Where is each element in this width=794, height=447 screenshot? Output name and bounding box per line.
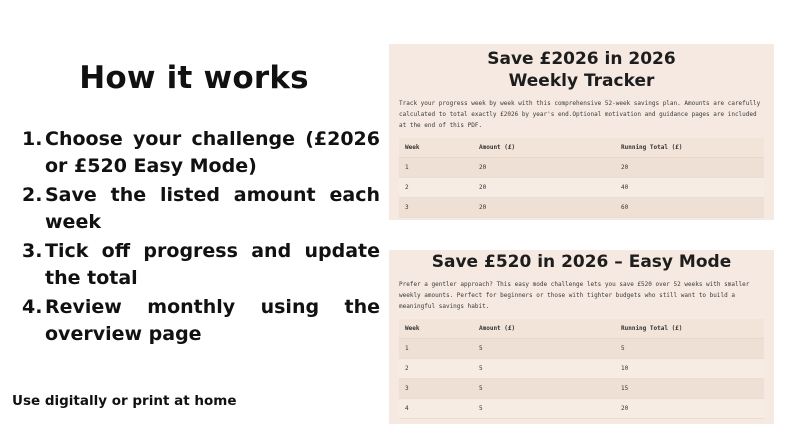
cell-amount: 20: [473, 158, 615, 178]
cell-week: 2: [399, 178, 473, 198]
table-row: [399, 339, 764, 359]
cell-amount: 20: [473, 198, 615, 218]
tracker-title-line2: Weekly Tracker: [508, 71, 655, 91]
easy-mode-description: Prefer a gentler approach? This easy mode challenge lets you save £520 over 52 weeks with smaller weekly amounts. Perfect for beginners or those with tighter budgets who still want to build a meaningful savings habit.: [399, 281, 750, 310]
column-header-week: Week: [399, 138, 473, 158]
how-it-works-panel: [0, 0, 388, 447]
tracker-title-line1: Save £2026 in 2026: [487, 49, 676, 69]
tracker-description: Track your progress week by week with this comprehensive 52-week savings plan. Amounts are carefully calculated to total exactly £2026 by year's end.Optional motivation and guidance pages are included at the end of this PDF.: [399, 100, 761, 129]
cell-week: 1: [399, 158, 473, 178]
column-header-running-total: Running Total (£): [615, 319, 764, 339]
step-number: 1.: [22, 128, 43, 150]
cell-running-total: 5: [615, 339, 764, 359]
cell-amount: 20: [473, 178, 615, 198]
cell-running-total: 15: [615, 379, 764, 399]
usage-note: Use digitally or print at home: [12, 393, 237, 409]
easy-mode-table: [399, 319, 764, 419]
step-item: [22, 182, 380, 236]
cell-running-total: 60: [615, 198, 764, 218]
step-number: 4.: [22, 296, 43, 318]
column-header-amount: Amount (£): [473, 138, 615, 158]
step-item: [22, 294, 380, 348]
cell-week: 3: [399, 198, 473, 218]
steps-list: [22, 126, 380, 350]
how-it-works-title: How it works: [79, 60, 309, 96]
table-row: [399, 158, 764, 178]
cell-week: 4: [399, 399, 473, 419]
table-row: [399, 178, 764, 198]
table-header-row: [399, 319, 764, 339]
cell-week: 3: [399, 379, 473, 399]
weekly-tracker-card: [389, 44, 774, 220]
column-header-week: Week: [399, 319, 473, 339]
cell-amount: 5: [473, 359, 615, 379]
tracker-title: [399, 44, 764, 92]
cell-running-total: 40: [615, 178, 764, 198]
cell-amount: 5: [473, 339, 615, 359]
table-row: [399, 198, 764, 218]
step-item: [22, 238, 380, 292]
step-text: Save the listed amount each week: [45, 184, 380, 233]
easy-mode-title: Save £520 in 2026 – Easy Mode: [431, 252, 732, 272]
cell-running-total: 10: [615, 359, 764, 379]
cell-amount: 5: [473, 399, 615, 419]
cell-week: 1: [399, 339, 473, 359]
step-text: Choose your challenge (£2026 or £520 Easy Mode): [45, 128, 380, 177]
easy-mode-card: [389, 250, 774, 424]
column-header-running-total: Running Total (£): [615, 138, 764, 158]
cell-running-total: 20: [615, 158, 764, 178]
table-row: [399, 359, 764, 379]
cell-week: 2: [399, 359, 473, 379]
table-row: [399, 379, 764, 399]
step-number: 2.: [22, 184, 43, 206]
step-text: Review monthly using the overview page: [45, 296, 380, 345]
cell-running-total: 20: [615, 399, 764, 419]
tracker-table: [399, 138, 764, 218]
table-row: [399, 399, 764, 419]
step-item: [22, 126, 380, 180]
cell-amount: 5: [473, 379, 615, 399]
column-header-amount: Amount (£): [473, 319, 615, 339]
table-header-row: [399, 138, 764, 158]
step-text: Tick off progress and update the total: [45, 240, 380, 289]
step-number: 3.: [22, 240, 43, 262]
